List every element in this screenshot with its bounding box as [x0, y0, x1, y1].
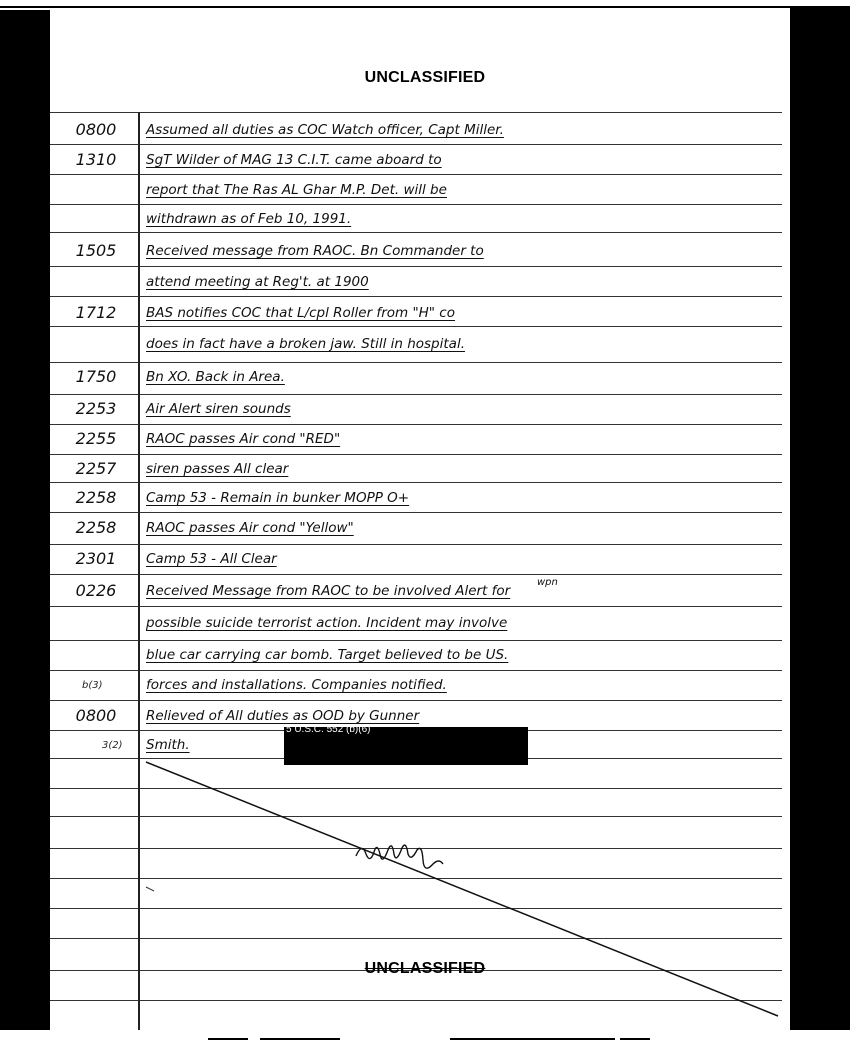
log-entry-text: withdrawn as of Feb 10, 1991. [146, 211, 352, 227]
log-entry-text: Assumed all duties as COC Watch officer, Capt Miller. [146, 122, 504, 138]
log-entry-text: Camp 53 - All Clear [146, 551, 277, 567]
log-time: 0800 [75, 120, 117, 139]
log-entry-text: Bn XO. Back in Area. [146, 369, 285, 385]
log-time: 1310 [75, 150, 117, 169]
insertion-note: wpn [537, 577, 558, 588]
log-time: 0226 [75, 581, 117, 600]
log-entry-text: RAOC passes Air cond "RED" [146, 431, 341, 447]
log-entry-text: blue car carrying car bomb. Target believed to be US. [146, 647, 509, 663]
classification-footer: UNCLASSIFIED [364, 960, 486, 977]
log-entry-text: report that The Ras AL Ghar M.P. Det. will be [146, 182, 447, 198]
signature-initials [356, 845, 443, 868]
log-entry-text: attend meeting at Reg't. at 1900 [146, 274, 369, 290]
log-time: 2257 [75, 459, 117, 478]
classification-header: UNCLASSIFIED [364, 69, 486, 86]
log-entry-text: Relieved of All duties as OOD by Gunner [146, 708, 420, 724]
log-entry-text: possible suicide terrorist action. Incident may involve [146, 615, 508, 631]
margin-mark: b(3) [82, 680, 103, 691]
log-time: 1750 [75, 367, 117, 386]
log-entry-text: forces and installations. Companies notified. [146, 677, 447, 693]
redaction-label: 5 U.S.C. 552 (b)(6) [286, 724, 371, 735]
log-time: 1505 [75, 241, 117, 260]
log-time: 2258 [75, 518, 117, 537]
log-time: 0800 [75, 706, 117, 725]
log-entry-text: SgT Wilder of MAG 13 C.I.T. came aboard to [146, 152, 442, 168]
log-time: 1712 [75, 303, 117, 322]
log-time: 2255 [75, 429, 117, 448]
log-entry-text: Received Message from RAOC to be involved Alert for [146, 583, 511, 599]
log-entry-text: does in fact have a broken jaw. Still in hospital. [146, 336, 465, 352]
log-entry-text: BAS notifies COC that L/cpl Roller from "H" co [146, 305, 455, 321]
log-time: 2253 [75, 399, 117, 418]
log-entry-text: siren passes All clear [146, 461, 289, 477]
log-time: 2258 [75, 488, 117, 507]
log-entry-text: RAOC passes Air cond "Yellow" [146, 520, 354, 536]
log-entry-text: Received message from RAOC. Bn Commander to [146, 243, 484, 259]
log-entry-text: Camp 53 - Remain in bunker MOPP O+ [146, 490, 410, 506]
margin-mark: 3(2) [102, 740, 123, 751]
stray-mark [146, 887, 154, 891]
log-time: 2301 [75, 549, 117, 568]
log-entry-text: Air Alert siren sounds [146, 401, 291, 417]
log-entry-text: Smith. [146, 737, 190, 753]
